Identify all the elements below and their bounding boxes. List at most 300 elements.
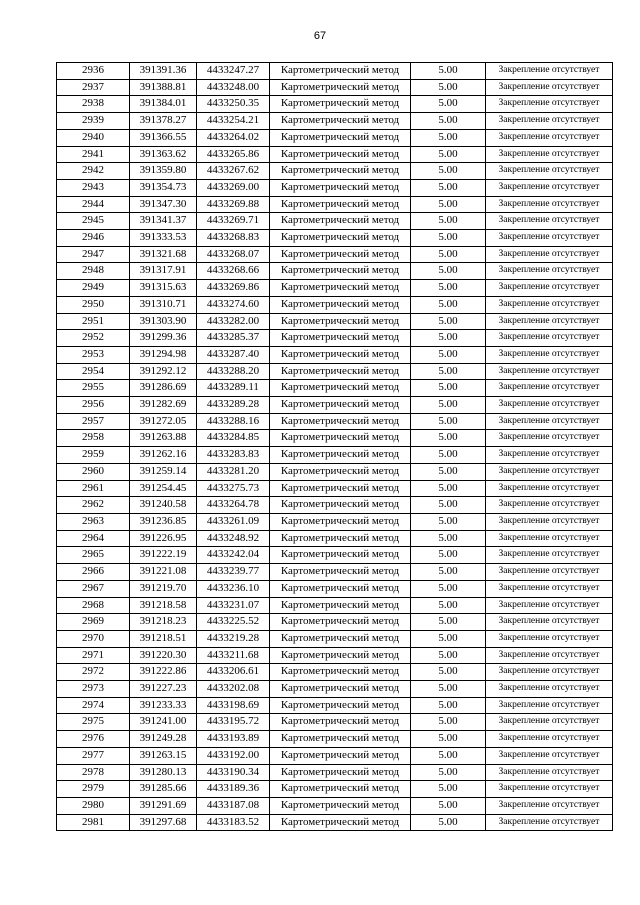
accuracy-cell: 5.00 xyxy=(411,630,486,647)
y-coordinate-cell: 4433284.85 xyxy=(197,430,270,447)
method-cell: Картометрический метод xyxy=(270,547,411,564)
table-row xyxy=(57,146,613,163)
fixation-cell: Закрепление отсутствует xyxy=(486,697,613,714)
x-coordinate-cell: 391303.90 xyxy=(130,313,197,330)
table-row xyxy=(57,797,613,814)
fixation-cell: Закрепление отсутствует xyxy=(486,814,613,831)
point-number-cell: 2962 xyxy=(57,497,130,514)
table-row xyxy=(57,380,613,397)
table-row xyxy=(57,397,613,414)
x-coordinate-cell: 391221.08 xyxy=(130,564,197,581)
point-number-cell: 2938 xyxy=(57,96,130,113)
x-coordinate-cell: 391354.73 xyxy=(130,179,197,196)
x-coordinate-cell: 391359.80 xyxy=(130,163,197,180)
y-coordinate-cell: 4433285.37 xyxy=(197,330,270,347)
accuracy-cell: 5.00 xyxy=(411,564,486,581)
accuracy-cell: 5.00 xyxy=(411,781,486,798)
table-row xyxy=(57,764,613,781)
fixation-cell: Закрепление отсутствует xyxy=(486,747,613,764)
x-coordinate-cell: 391236.85 xyxy=(130,513,197,530)
accuracy-cell: 5.00 xyxy=(411,380,486,397)
x-coordinate-cell: 391384.01 xyxy=(130,96,197,113)
x-coordinate-cell: 391219.70 xyxy=(130,580,197,597)
y-coordinate-cell: 4433261.09 xyxy=(197,513,270,530)
accuracy-cell: 5.00 xyxy=(411,79,486,96)
fixation-cell: Закрепление отсутствует xyxy=(486,263,613,280)
x-coordinate-cell: 391254.45 xyxy=(130,480,197,497)
table-row xyxy=(57,647,613,664)
accuracy-cell: 5.00 xyxy=(411,230,486,247)
accuracy-cell: 5.00 xyxy=(411,647,486,664)
x-coordinate-cell: 391299.36 xyxy=(130,330,197,347)
fixation-cell: Закрепление отсутствует xyxy=(486,380,613,397)
method-cell: Картометрический метод xyxy=(270,764,411,781)
y-coordinate-cell: 4433267.62 xyxy=(197,163,270,180)
fixation-cell: Закрепление отсутствует xyxy=(486,580,613,597)
coordinates-table-body xyxy=(57,63,613,831)
point-number-cell: 2950 xyxy=(57,296,130,313)
method-cell: Картометрический метод xyxy=(270,330,411,347)
accuracy-cell: 5.00 xyxy=(411,697,486,714)
method-cell: Картометрический метод xyxy=(270,497,411,514)
point-number-cell: 2936 xyxy=(57,63,130,80)
y-coordinate-cell: 4433269.88 xyxy=(197,196,270,213)
accuracy-cell: 5.00 xyxy=(411,129,486,146)
y-coordinate-cell: 4433289.11 xyxy=(197,380,270,397)
method-cell: Картометрический метод xyxy=(270,196,411,213)
method-cell: Картометрический метод xyxy=(270,781,411,798)
x-coordinate-cell: 391218.51 xyxy=(130,630,197,647)
table-row xyxy=(57,96,613,113)
point-number-cell: 2976 xyxy=(57,731,130,748)
point-number-cell: 2937 xyxy=(57,79,130,96)
fixation-cell: Закрепление отсутствует xyxy=(486,397,613,414)
method-cell: Картометрический метод xyxy=(270,614,411,631)
x-coordinate-cell: 391240.58 xyxy=(130,497,197,514)
fixation-cell: Закрепление отсутствует xyxy=(486,296,613,313)
point-number-cell: 2953 xyxy=(57,346,130,363)
x-coordinate-cell: 391321.68 xyxy=(130,246,197,263)
table-row xyxy=(57,163,613,180)
y-coordinate-cell: 4433289.28 xyxy=(197,397,270,414)
y-coordinate-cell: 4433282.00 xyxy=(197,313,270,330)
x-coordinate-cell: 391259.14 xyxy=(130,463,197,480)
point-number-cell: 2940 xyxy=(57,129,130,146)
accuracy-cell: 5.00 xyxy=(411,480,486,497)
table-row xyxy=(57,597,613,614)
x-coordinate-cell: 391315.63 xyxy=(130,280,197,297)
fixation-cell: Закрепление отсутствует xyxy=(486,230,613,247)
point-number-cell: 2966 xyxy=(57,564,130,581)
y-coordinate-cell: 4433248.92 xyxy=(197,530,270,547)
accuracy-cell: 5.00 xyxy=(411,146,486,163)
method-cell: Картометрический метод xyxy=(270,129,411,146)
point-number-cell: 2965 xyxy=(57,547,130,564)
accuracy-cell: 5.00 xyxy=(411,346,486,363)
method-cell: Картометрический метод xyxy=(270,697,411,714)
x-coordinate-cell: 391226.95 xyxy=(130,530,197,547)
accuracy-cell: 5.00 xyxy=(411,463,486,480)
y-coordinate-cell: 4433189.36 xyxy=(197,781,270,798)
x-coordinate-cell: 391241.00 xyxy=(130,714,197,731)
y-coordinate-cell: 4433190.34 xyxy=(197,764,270,781)
y-coordinate-cell: 4433248.00 xyxy=(197,79,270,96)
table-row xyxy=(57,681,613,698)
accuracy-cell: 5.00 xyxy=(411,731,486,748)
fixation-cell: Закрепление отсутствует xyxy=(486,664,613,681)
accuracy-cell: 5.00 xyxy=(411,714,486,731)
x-coordinate-cell: 391294.98 xyxy=(130,346,197,363)
y-coordinate-cell: 4433202.08 xyxy=(197,681,270,698)
fixation-cell: Закрепление отсутствует xyxy=(486,79,613,96)
accuracy-cell: 5.00 xyxy=(411,163,486,180)
point-number-cell: 2979 xyxy=(57,781,130,798)
accuracy-cell: 5.00 xyxy=(411,447,486,464)
x-coordinate-cell: 391263.15 xyxy=(130,747,197,764)
x-coordinate-cell: 391233.33 xyxy=(130,697,197,714)
point-number-cell: 2981 xyxy=(57,814,130,831)
fixation-cell: Закрепление отсутствует xyxy=(486,547,613,564)
table-row xyxy=(57,547,613,564)
x-coordinate-cell: 391220.30 xyxy=(130,647,197,664)
accuracy-cell: 5.00 xyxy=(411,497,486,514)
x-coordinate-cell: 391218.23 xyxy=(130,614,197,631)
fixation-cell: Закрепление отсутствует xyxy=(486,246,613,263)
accuracy-cell: 5.00 xyxy=(411,213,486,230)
table-row xyxy=(57,814,613,831)
x-coordinate-cell: 391282.69 xyxy=(130,397,197,414)
method-cell: Картометрический метод xyxy=(270,380,411,397)
x-coordinate-cell: 391249.28 xyxy=(130,731,197,748)
fixation-cell: Закрепление отсутствует xyxy=(486,797,613,814)
fixation-cell: Закрепление отсутствует xyxy=(486,346,613,363)
method-cell: Картометрический метод xyxy=(270,714,411,731)
y-coordinate-cell: 4433254.21 xyxy=(197,113,270,130)
x-coordinate-cell: 391388.81 xyxy=(130,79,197,96)
x-coordinate-cell: 391347.30 xyxy=(130,196,197,213)
x-coordinate-cell: 391333.53 xyxy=(130,230,197,247)
y-coordinate-cell: 4433193.89 xyxy=(197,731,270,748)
fixation-cell: Закрепление отсутствует xyxy=(486,447,613,464)
point-number-cell: 2975 xyxy=(57,714,130,731)
accuracy-cell: 5.00 xyxy=(411,681,486,698)
point-number-cell: 2944 xyxy=(57,196,130,213)
point-number-cell: 2942 xyxy=(57,163,130,180)
accuracy-cell: 5.00 xyxy=(411,330,486,347)
method-cell: Картометрический метод xyxy=(270,630,411,647)
point-number-cell: 2969 xyxy=(57,614,130,631)
table-row xyxy=(57,430,613,447)
point-number-cell: 2964 xyxy=(57,530,130,547)
fixation-cell: Закрепление отсутствует xyxy=(486,564,613,581)
table-row xyxy=(57,513,613,530)
y-coordinate-cell: 4433288.20 xyxy=(197,363,270,380)
method-cell: Картометрический метод xyxy=(270,363,411,380)
y-coordinate-cell: 4433287.40 xyxy=(197,346,270,363)
table-row xyxy=(57,363,613,380)
fixation-cell: Закрепление отсутствует xyxy=(486,681,613,698)
point-number-cell: 2941 xyxy=(57,146,130,163)
method-cell: Картометрический метод xyxy=(270,480,411,497)
method-cell: Картометрический метод xyxy=(270,230,411,247)
x-coordinate-cell: 391297.68 xyxy=(130,814,197,831)
x-coordinate-cell: 391291.69 xyxy=(130,797,197,814)
accuracy-cell: 5.00 xyxy=(411,413,486,430)
method-cell: Картометрический метод xyxy=(270,747,411,764)
table-row xyxy=(57,497,613,514)
fixation-cell: Закрепление отсутствует xyxy=(486,196,613,213)
y-coordinate-cell: 4433195.72 xyxy=(197,714,270,731)
table-row xyxy=(57,313,613,330)
x-coordinate-cell: 391285.66 xyxy=(130,781,197,798)
y-coordinate-cell: 4433269.71 xyxy=(197,213,270,230)
fixation-cell: Закрепление отсутствует xyxy=(486,764,613,781)
fixation-cell: Закрепление отсутствует xyxy=(486,647,613,664)
method-cell: Картометрический метод xyxy=(270,63,411,80)
fixation-cell: Закрепление отсутствует xyxy=(486,597,613,614)
method-cell: Картометрический метод xyxy=(270,296,411,313)
accuracy-cell: 5.00 xyxy=(411,196,486,213)
method-cell: Картометрический метод xyxy=(270,213,411,230)
y-coordinate-cell: 4433239.77 xyxy=(197,564,270,581)
method-cell: Картометрический метод xyxy=(270,530,411,547)
method-cell: Картометрический метод xyxy=(270,731,411,748)
fixation-cell: Закрепление отсутствует xyxy=(486,630,613,647)
table-row xyxy=(57,463,613,480)
fixation-cell: Закрепление отсутствует xyxy=(486,163,613,180)
point-number-cell: 2968 xyxy=(57,597,130,614)
fixation-cell: Закрепление отсутствует xyxy=(486,179,613,196)
point-number-cell: 2958 xyxy=(57,430,130,447)
accuracy-cell: 5.00 xyxy=(411,280,486,297)
point-number-cell: 2954 xyxy=(57,363,130,380)
y-coordinate-cell: 4433242.04 xyxy=(197,547,270,564)
fixation-cell: Закрепление отсутствует xyxy=(486,146,613,163)
point-number-cell: 2970 xyxy=(57,630,130,647)
y-coordinate-cell: 4433269.00 xyxy=(197,179,270,196)
y-coordinate-cell: 4433264.78 xyxy=(197,497,270,514)
point-number-cell: 2943 xyxy=(57,179,130,196)
method-cell: Картометрический метод xyxy=(270,580,411,597)
accuracy-cell: 5.00 xyxy=(411,430,486,447)
y-coordinate-cell: 4433288.16 xyxy=(197,413,270,430)
table-row xyxy=(57,263,613,280)
x-coordinate-cell: 391292.12 xyxy=(130,363,197,380)
table-row xyxy=(57,246,613,263)
point-number-cell: 2960 xyxy=(57,463,130,480)
x-coordinate-cell: 391280.13 xyxy=(130,764,197,781)
accuracy-cell: 5.00 xyxy=(411,764,486,781)
x-coordinate-cell: 391218.58 xyxy=(130,597,197,614)
accuracy-cell: 5.00 xyxy=(411,246,486,263)
fixation-cell: Закрепление отсутствует xyxy=(486,96,613,113)
point-number-cell: 2949 xyxy=(57,280,130,297)
accuracy-cell: 5.00 xyxy=(411,597,486,614)
point-number-cell: 2973 xyxy=(57,681,130,698)
table-row xyxy=(57,79,613,96)
y-coordinate-cell: 4433225.52 xyxy=(197,614,270,631)
method-cell: Картометрический метод xyxy=(270,397,411,414)
accuracy-cell: 5.00 xyxy=(411,614,486,631)
x-coordinate-cell: 391310.71 xyxy=(130,296,197,313)
method-cell: Картометрический метод xyxy=(270,96,411,113)
point-number-cell: 2956 xyxy=(57,397,130,414)
point-number-cell: 2980 xyxy=(57,797,130,814)
point-number-cell: 2961 xyxy=(57,480,130,497)
accuracy-cell: 5.00 xyxy=(411,397,486,414)
x-coordinate-cell: 391262.16 xyxy=(130,447,197,464)
coordinates-table xyxy=(56,62,613,831)
method-cell: Картометрический метод xyxy=(270,113,411,130)
accuracy-cell: 5.00 xyxy=(411,96,486,113)
point-number-cell: 2955 xyxy=(57,380,130,397)
table-row xyxy=(57,781,613,798)
fixation-cell: Закрепление отсутствует xyxy=(486,781,613,798)
x-coordinate-cell: 391227.23 xyxy=(130,681,197,698)
accuracy-cell: 5.00 xyxy=(411,747,486,764)
method-cell: Картометрический метод xyxy=(270,647,411,664)
point-number-cell: 2959 xyxy=(57,447,130,464)
fixation-cell: Закрепление отсутствует xyxy=(486,497,613,514)
accuracy-cell: 5.00 xyxy=(411,513,486,530)
table-row xyxy=(57,129,613,146)
accuracy-cell: 5.00 xyxy=(411,363,486,380)
accuracy-cell: 5.00 xyxy=(411,63,486,80)
fixation-cell: Закрепление отсутствует xyxy=(486,513,613,530)
table-row xyxy=(57,630,613,647)
method-cell: Картометрический метод xyxy=(270,430,411,447)
method-cell: Картометрический метод xyxy=(270,346,411,363)
table-row xyxy=(57,346,613,363)
x-coordinate-cell: 391286.69 xyxy=(130,380,197,397)
y-coordinate-cell: 4433269.86 xyxy=(197,280,270,297)
table-row xyxy=(57,280,613,297)
x-coordinate-cell: 391317.91 xyxy=(130,263,197,280)
table-row xyxy=(57,196,613,213)
accuracy-cell: 5.00 xyxy=(411,580,486,597)
fixation-cell: Закрепление отсутствует xyxy=(486,129,613,146)
fixation-cell: Закрепление отсутствует xyxy=(486,213,613,230)
x-coordinate-cell: 391366.55 xyxy=(130,129,197,146)
table-row xyxy=(57,731,613,748)
point-number-cell: 2972 xyxy=(57,664,130,681)
table-row xyxy=(57,213,613,230)
point-number-cell: 2974 xyxy=(57,697,130,714)
table-row xyxy=(57,330,613,347)
fixation-cell: Закрепление отсутствует xyxy=(486,413,613,430)
accuracy-cell: 5.00 xyxy=(411,179,486,196)
table-row xyxy=(57,697,613,714)
fixation-cell: Закрепление отсутствует xyxy=(486,714,613,731)
table-row xyxy=(57,530,613,547)
method-cell: Картометрический метод xyxy=(270,263,411,280)
x-coordinate-cell: 391391.36 xyxy=(130,63,197,80)
y-coordinate-cell: 4433250.35 xyxy=(197,96,270,113)
point-number-cell: 2952 xyxy=(57,330,130,347)
table-row xyxy=(57,230,613,247)
method-cell: Картометрический метод xyxy=(270,163,411,180)
accuracy-cell: 5.00 xyxy=(411,797,486,814)
accuracy-cell: 5.00 xyxy=(411,530,486,547)
y-coordinate-cell: 4433283.83 xyxy=(197,447,270,464)
fixation-cell: Закрепление отсутствует xyxy=(486,731,613,748)
y-coordinate-cell: 4433187.08 xyxy=(197,797,270,814)
accuracy-cell: 5.00 xyxy=(411,113,486,130)
y-coordinate-cell: 4433268.83 xyxy=(197,230,270,247)
fixation-cell: Закрепление отсутствует xyxy=(486,363,613,380)
y-coordinate-cell: 4433192.00 xyxy=(197,747,270,764)
point-number-cell: 2939 xyxy=(57,113,130,130)
table-row xyxy=(57,296,613,313)
y-coordinate-cell: 4433268.07 xyxy=(197,246,270,263)
method-cell: Картометрический метод xyxy=(270,564,411,581)
x-coordinate-cell: 391341.37 xyxy=(130,213,197,230)
y-coordinate-cell: 4433183.52 xyxy=(197,814,270,831)
accuracy-cell: 5.00 xyxy=(411,814,486,831)
table-row xyxy=(57,113,613,130)
y-coordinate-cell: 4433274.60 xyxy=(197,296,270,313)
method-cell: Картометрический метод xyxy=(270,246,411,263)
accuracy-cell: 5.00 xyxy=(411,263,486,280)
fixation-cell: Закрепление отсутствует xyxy=(486,614,613,631)
point-number-cell: 2963 xyxy=(57,513,130,530)
fixation-cell: Закрепление отсутствует xyxy=(486,480,613,497)
method-cell: Картометрический метод xyxy=(270,664,411,681)
accuracy-cell: 5.00 xyxy=(411,313,486,330)
fixation-cell: Закрепление отсутствует xyxy=(486,463,613,480)
method-cell: Картометрический метод xyxy=(270,146,411,163)
method-cell: Картометрический метод xyxy=(270,814,411,831)
table-row xyxy=(57,413,613,430)
table-row xyxy=(57,179,613,196)
table-row xyxy=(57,714,613,731)
x-coordinate-cell: 391222.19 xyxy=(130,547,197,564)
fixation-cell: Закрепление отсутствует xyxy=(486,330,613,347)
y-coordinate-cell: 4433265.86 xyxy=(197,146,270,163)
method-cell: Картометрический метод xyxy=(270,280,411,297)
fixation-cell: Закрепление отсутствует xyxy=(486,430,613,447)
point-number-cell: 2967 xyxy=(57,580,130,597)
table-row xyxy=(57,447,613,464)
point-number-cell: 2946 xyxy=(57,230,130,247)
method-cell: Картометрический метод xyxy=(270,313,411,330)
page-number: 67 xyxy=(313,30,327,42)
table-row xyxy=(57,664,613,681)
point-number-cell: 2971 xyxy=(57,647,130,664)
fixation-cell: Закрепление отсутствует xyxy=(486,313,613,330)
y-coordinate-cell: 4433268.66 xyxy=(197,263,270,280)
accuracy-cell: 5.00 xyxy=(411,664,486,681)
fixation-cell: Закрепление отсутствует xyxy=(486,63,613,80)
method-cell: Картометрический метод xyxy=(270,513,411,530)
y-coordinate-cell: 4433247.27 xyxy=(197,63,270,80)
y-coordinate-cell: 4433275.73 xyxy=(197,480,270,497)
point-number-cell: 2957 xyxy=(57,413,130,430)
y-coordinate-cell: 4433211.68 xyxy=(197,647,270,664)
method-cell: Картометрический метод xyxy=(270,413,411,430)
x-coordinate-cell: 391272.05 xyxy=(130,413,197,430)
table-row xyxy=(57,614,613,631)
y-coordinate-cell: 4433281.20 xyxy=(197,463,270,480)
fixation-cell: Закрепление отсутствует xyxy=(486,113,613,130)
y-coordinate-cell: 4433206.61 xyxy=(197,664,270,681)
x-coordinate-cell: 391363.62 xyxy=(130,146,197,163)
fixation-cell: Закрепление отсутствует xyxy=(486,530,613,547)
y-coordinate-cell: 4433264.02 xyxy=(197,129,270,146)
y-coordinate-cell: 4433236.10 xyxy=(197,580,270,597)
table-row xyxy=(57,747,613,764)
point-number-cell: 2947 xyxy=(57,246,130,263)
